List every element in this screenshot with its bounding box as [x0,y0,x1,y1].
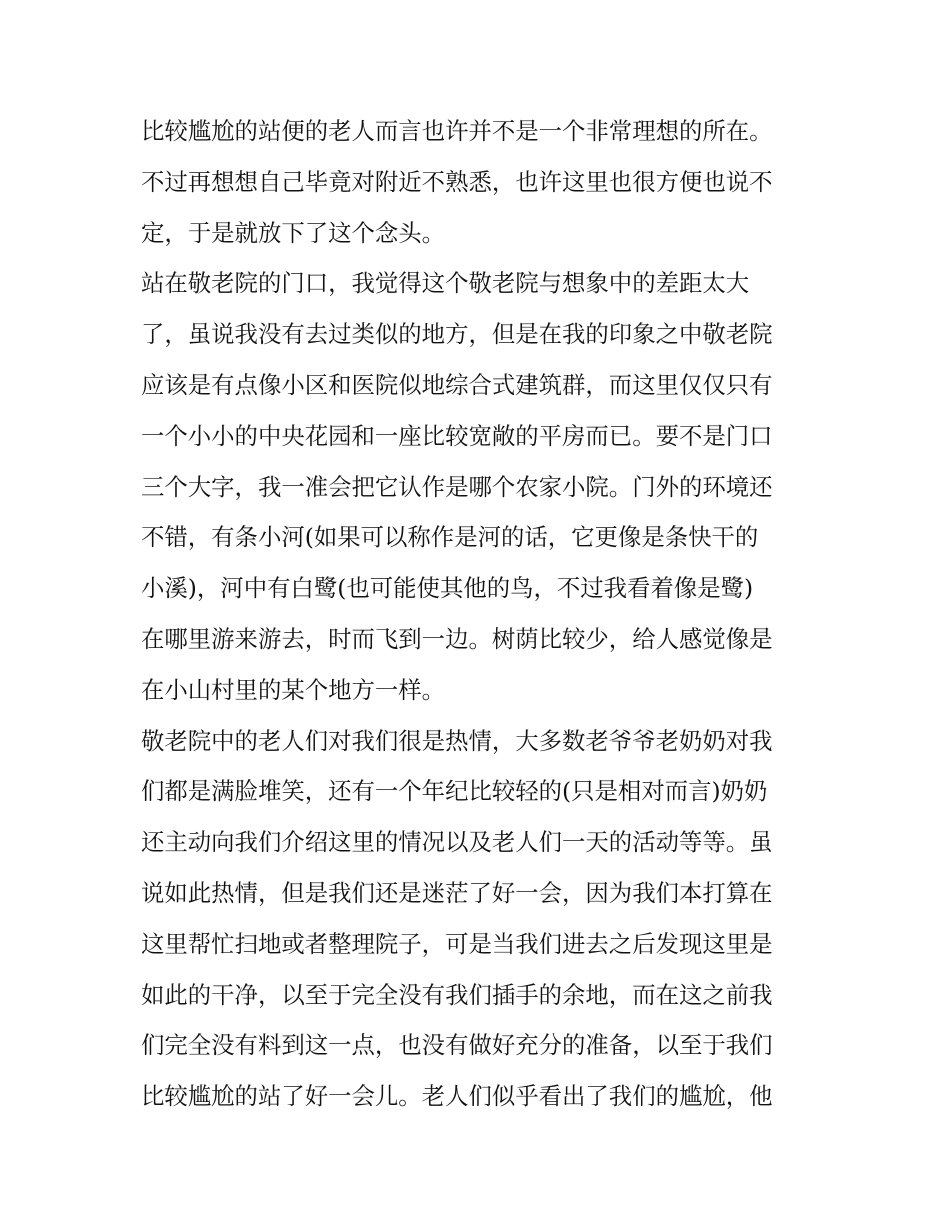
text-line: 小溪)，河中有白鹭(也可能使其他的鸟，不过我看着像是鹭) [141,574,754,603]
text-line: 定，于是就放下了这个念头。 [141,218,446,247]
text-line: 敬老院中的老人们对我们很是热情，大多数老爷爷老奶奶对我 [141,726,773,755]
text-line: 了，虽说我没有去过类似的地方，但是在我的印象之中敬老院 [141,320,773,349]
text-line: 们都是满脸堆笑，还有一个年纪比较轻的(只是相对而言)奶奶 [141,777,768,806]
text-line: 这里帮忙扫地或者整理院子，可是当我们进去之后发现这里是 [141,929,773,958]
text-line: 在哪里游来游去，时而飞到一边。树荫比较少，给人感觉像是 [141,624,773,653]
text-line: 一个小小的中央花园和一座比较宽敞的平房而已。要不是门口 [141,421,773,450]
text-line: 们完全没有料到这一点，也没有做好充分的准备，以至于我们 [141,1031,773,1060]
text-line: 应该是有点像小区和医院似地综合式建筑群，而这里仅仅只有 [141,370,773,399]
text-line: 不过再想想自己毕竟对附近不熟悉，也许这里也很方便也说不 [141,167,773,196]
body-text [141,106,821,1122]
text-line: 比较尴尬的站了好一会儿。老人们似乎看出了我们的尴尬，他 [141,1082,773,1111]
text-line: 还主动向我们介绍这里的情况以及老人们一天的活动等等。虽 [141,828,773,857]
text-line: 站在敬老院的门口，我觉得这个敬老院与想象中的差距太大 [141,269,750,298]
text-line: 比较尴尬的站便的老人而言也许并不是一个非常理想的所在。 [141,117,773,145]
text-line: 说如此热情，但是我们还是迷茫了好一会，因为我们本打算在 [141,878,773,907]
text-line: 在小山村里的某个地方一样。 [141,675,446,704]
text-line: 不错，有条小河(如果可以称作是河的话，它更像是条快干的 [141,523,759,552]
text-line: 如此的干净，以至于完全没有我们插手的余地，而在这之前我 [141,980,773,1009]
text-line: 三个大字，我一准会把它认作是哪个农家小院。门外的环境还 [141,472,773,501]
